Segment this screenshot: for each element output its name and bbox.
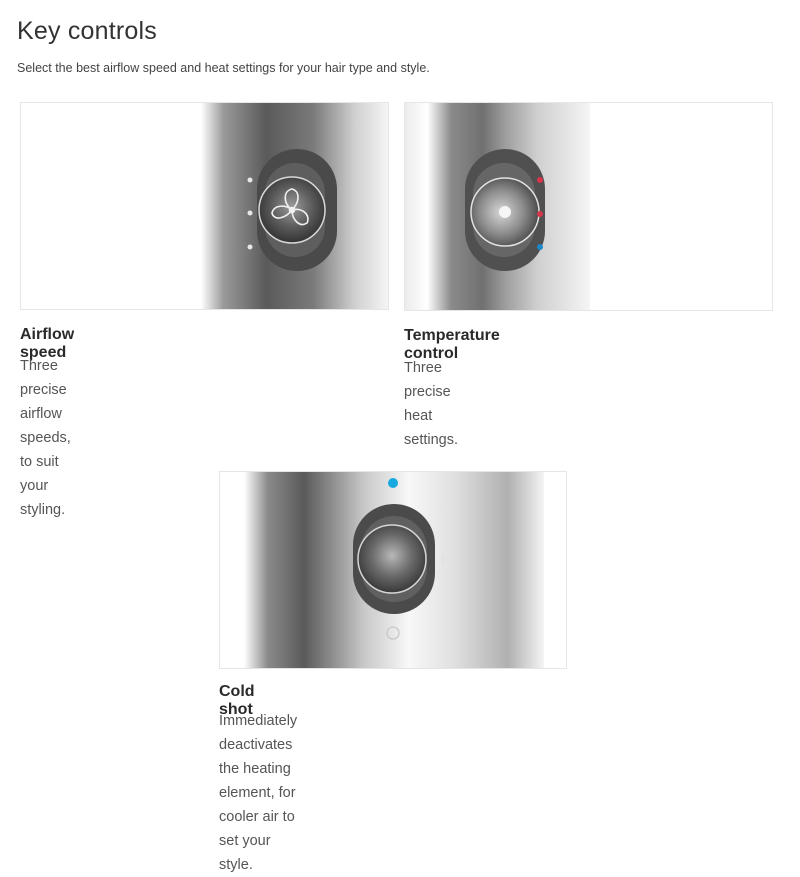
heat-indicator-medium xyxy=(537,211,543,217)
cold-shot-indicator xyxy=(388,478,398,488)
temperature-control-image xyxy=(404,102,773,311)
page-title: Key controls xyxy=(17,17,157,45)
card-title: Airflow speed xyxy=(20,326,75,361)
speed-indicator-1 xyxy=(248,178,253,183)
airflow-speed-image xyxy=(20,102,389,310)
speed-indicator-3 xyxy=(248,245,253,250)
heat-indicator-cold xyxy=(537,244,543,250)
card-title: Temperature control xyxy=(404,327,500,362)
speed-indicator-2 xyxy=(248,211,253,216)
card-description-line-1: Immediately deactivates the heating element, for xyxy=(219,713,298,801)
card-title: Cold shot xyxy=(219,683,255,718)
card-description: Three precise airflow speeds, to suit your styling. xyxy=(20,358,71,518)
card-description: Three precise heat settings. xyxy=(404,360,458,448)
page-subtitle: Select the best airflow speed and heat settings for your hair type and style. xyxy=(17,61,430,75)
heat-indicator-high xyxy=(537,177,543,183)
card-description xyxy=(219,709,297,877)
card-description-line-2: cooler air to set your style. xyxy=(219,809,295,873)
cold-shot-image xyxy=(219,471,567,669)
